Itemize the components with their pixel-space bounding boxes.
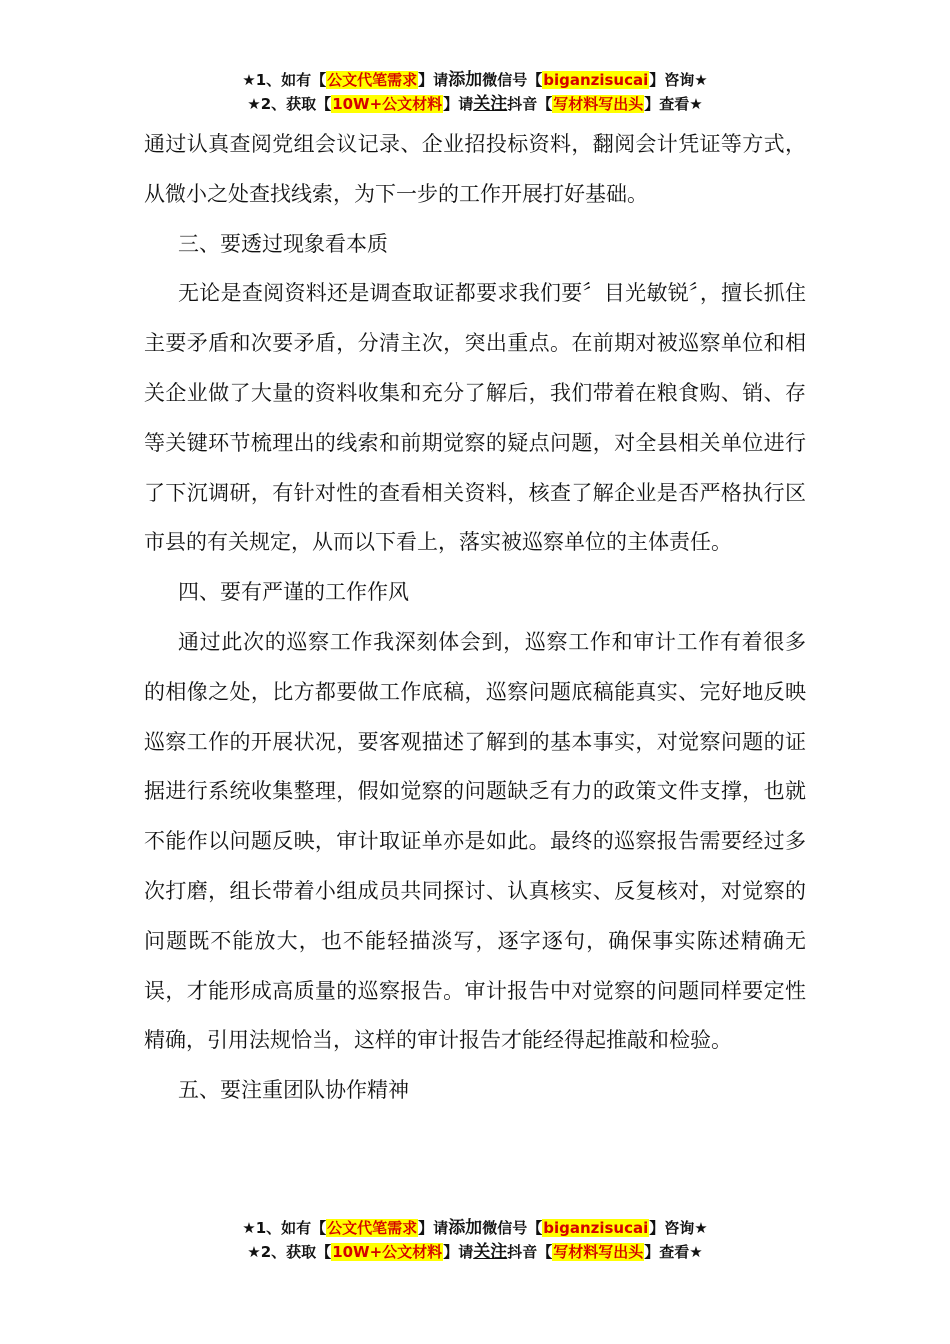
highlight-materials: 10W+公文材料 [332, 95, 443, 113]
header-banner [0, 68, 950, 116]
section-heading-5: 五、要注重团队协作精神 [178, 1078, 409, 1103]
highlight-service: 公文代笔需求 [327, 71, 418, 89]
footer-banner [0, 1216, 950, 1264]
section-heading-4: 四、要有严谨的工作作风 [178, 580, 409, 605]
banner-line-1: ★1、如有【公文代笔需求】请添加微信号【biganzisucai】咨询★ [242, 70, 708, 90]
banner-line-2: ★2、获取【10W+公文材料】请关注抖音【写材料写出头】查看★ [247, 1242, 703, 1262]
paragraph: 无论是查阅资料还是调查取证都要求我们要〞目光敏锐〞，擅长抓住主要矛盾和次要矛盾，分清主次，突出重点。在前期对被巡察单位和相关企业做了大量的资料收集和充分了解后，我们带着在粮食购、销、存等关键环节梳理出的线索和前期觉察的疑点问题，对全县相关单位进行了下沉调研，有针对性的查看相关资料，核查了解企业是否严格执行区市县的有关规定，从而以下看上，落实被巡察单位的主体责任。 [144, 281, 806, 555]
banner-line-1: ★1、如有【公文代笔需求】请添加微信号【biganzisucai】咨询★ [242, 1218, 708, 1238]
highlight-wechat-id: biganzisucai [543, 1219, 649, 1237]
highlight-materials: 10W+公文材料 [332, 1243, 443, 1261]
section-heading-3: 三、要透过现象看本质 [178, 231, 388, 256]
banner-line-2: ★2、获取【10W+公文材料】请关注抖音【写材料写出头】查看★ [247, 94, 703, 114]
highlight-wechat-id: biganzisucai [543, 71, 649, 89]
document-body [144, 120, 806, 1116]
paragraph: 通过认真查阅党组会议记录、企业招投标资料，翻阅会计凭证等方式，从微小之处查找线索，为下一步的工作开展打好基础。 [144, 132, 806, 206]
paragraph: 通过此次的巡察工作我深刻体会到，巡察工作和审计工作有着很多的相像之处，比方都要做工作底稿，巡察问题底稿能真实、完好地反映巡察工作的开展状况，要客观描述了解到的基本事实，对觉察问题的证据进行系统收集整理，假如觉察的问题缺乏有力的政策文件支撑，也就不能作以问题反映，审计取证单亦是如此。最终的巡察报告需要经过多次打磨，组长带着小组成员共同探讨、认真核实、反复核对，对觉察的问题既不能放大，也不能轻描淡写，逐字逐句，确保事实陈述精确无误，才能形成高质量的巡察报告。审计报告中对觉察的问题同样要定性精确，引用法规恰当，这样的审计报告才能经得起推敲和检验。 [144, 629, 806, 1053]
highlight-douyin: 写材料写出头 [553, 95, 644, 113]
highlight-douyin: 写材料写出头 [553, 1243, 644, 1261]
highlight-service: 公文代笔需求 [327, 1219, 418, 1237]
